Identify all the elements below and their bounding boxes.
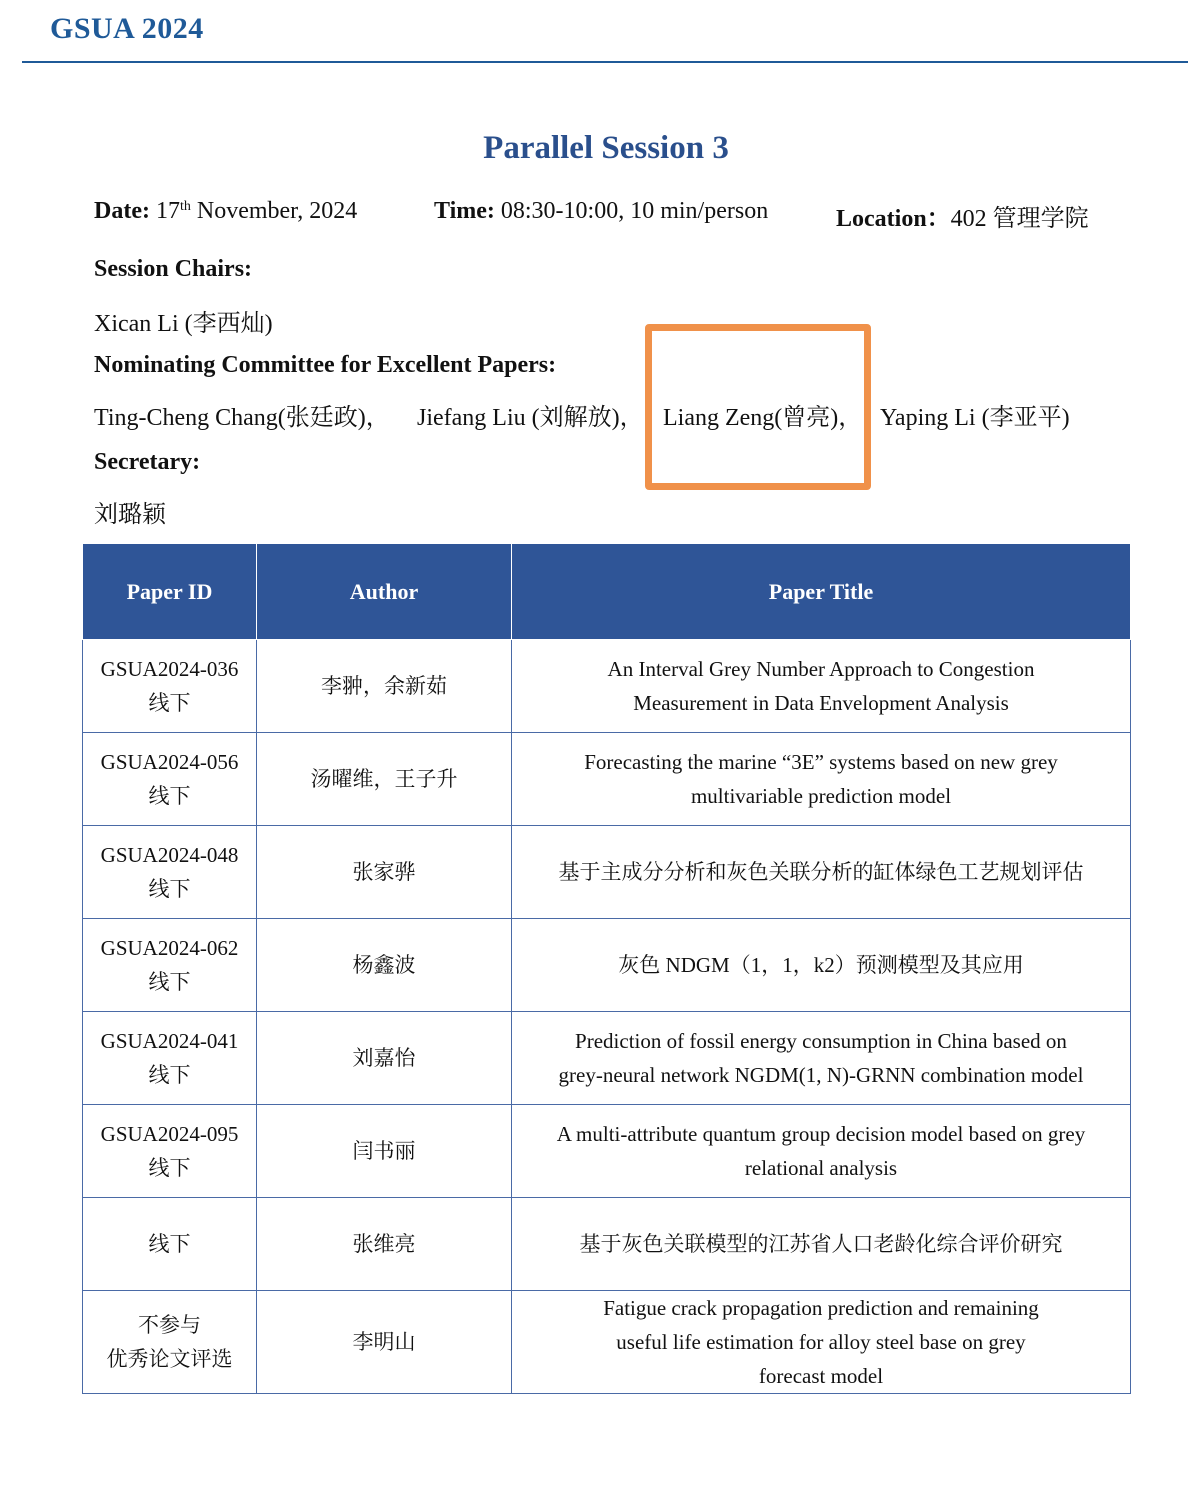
paper-mode: 线下 — [148, 970, 191, 994]
table-row — [83, 919, 1131, 1012]
date-info — [94, 198, 357, 225]
committee-member: Yaping Li (李亚平) — [880, 405, 1070, 431]
table-header-row — [83, 544, 1131, 640]
paper-mode: 线下 — [148, 691, 191, 715]
committee-member: Ting-Cheng Chang(张廷政)， — [94, 405, 390, 431]
paper-id: GSUA2024-095 — [100, 1122, 239, 1146]
author-cell: 李明山 — [257, 1291, 512, 1394]
paper-title-line: 基于主成分分析和灰色关联分析的缸体绿色工艺规划评估 — [558, 860, 1084, 884]
author-cell: 李翀，余新茹 — [257, 640, 512, 733]
author-cell: 刘嘉怡 — [257, 1012, 512, 1105]
session-chairs-label: Session Chairs: — [94, 256, 253, 282]
secretary-label: Secretary: — [94, 449, 201, 475]
session-info-line — [94, 198, 1154, 232]
paper-id-cell — [83, 640, 257, 733]
paper-title-line: An Interval Grey Number Approach to Congestion — [607, 657, 1035, 681]
paper-title-cell — [512, 640, 1131, 733]
paper-title-cell — [512, 733, 1131, 826]
paper-title-line: 灰色 NDGM（1，1，k2）预测模型及其应用 — [618, 953, 1024, 977]
paper-title-line: Forecasting the marine “3E” systems based on new grey — [584, 750, 1058, 774]
secretary-value: 刘璐颖 — [94, 502, 166, 528]
paper-id-cell — [83, 826, 257, 919]
time-info — [434, 198, 768, 225]
location-value: 402 管理学院 — [950, 206, 1089, 232]
paper-title-line: forecast model — [758, 1364, 884, 1388]
author-cell: 张家骅 — [257, 826, 512, 919]
paper-title-cell — [512, 919, 1131, 1012]
paper-title-line: Measurement in Data Envelopment Analysis — [633, 691, 1009, 715]
paper-id: GSUA2024-036 — [100, 657, 239, 681]
table-row — [83, 1198, 1131, 1291]
paper-title-line: relational analysis — [744, 1156, 898, 1180]
header-author: Author — [257, 544, 512, 640]
paper-title-line: Fatigue crack propagation prediction and remaining — [603, 1296, 1039, 1320]
paper-schedule-table — [82, 543, 1131, 1394]
location-info — [836, 198, 1089, 233]
paper-id-cell — [83, 1012, 257, 1105]
paper-title-line: A multi-attribute quantum group decision model based on grey — [556, 1122, 1086, 1146]
time-value: 08:30-10:00, 10 min/person — [500, 198, 769, 224]
paper-id-cell — [83, 1105, 257, 1198]
date-label: Date: — [94, 198, 150, 224]
paper-id: GSUA2024-041 — [100, 1029, 239, 1053]
paper-note: 优秀论文评选 — [106, 1347, 233, 1371]
paper-id-cell — [83, 1291, 257, 1394]
paper-title-cell — [512, 1291, 1131, 1394]
paper-id: GSUA2024-048 — [100, 843, 239, 867]
header-divider — [22, 61, 1188, 63]
paper-title-line: useful life estimation for alloy steel base on grey — [616, 1330, 1026, 1354]
location-label: Location： — [836, 206, 951, 232]
session-chairs-value: Xican Li (李西灿) — [94, 311, 273, 337]
paper-title-line: Prediction of fossil energy consumption in China based on — [575, 1029, 1067, 1053]
paper-title-cell — [512, 1105, 1131, 1198]
paper-title-cell — [512, 1012, 1131, 1105]
header-paper-id: Paper ID — [83, 544, 257, 640]
committee-label: Nominating Committee for Excellent Papers: — [94, 352, 557, 378]
author-cell: 杨鑫波 — [257, 919, 512, 1012]
header-brand: GSUA 2024 — [50, 12, 204, 45]
committee-members — [94, 397, 1154, 431]
time-label: Time: — [434, 198, 495, 224]
paper-note: 不参与 — [138, 1313, 201, 1337]
date-suffix: th — [179, 199, 191, 214]
committee-member: Liang Zeng(曾亮)， — [663, 405, 863, 431]
page-title: Parallel Session 3 — [483, 130, 729, 166]
paper-title-line: grey-neural network NGDM(1, N)-GRNN combination model — [558, 1063, 1084, 1087]
author-cell: 张维亮 — [257, 1198, 512, 1291]
paper-mode: 线下 — [148, 1063, 191, 1087]
paper-title-cell — [512, 826, 1131, 919]
author-cell: 汤曜维，王子升 — [257, 733, 512, 826]
paper-mode: 线下 — [148, 784, 191, 808]
paper-title-cell — [512, 1198, 1131, 1291]
date-rest: November, 2024 — [196, 198, 358, 224]
paper-id: GSUA2024-062 — [100, 936, 239, 960]
paper-id: GSUA2024-056 — [100, 750, 239, 774]
paper-title-line: multivariable prediction model — [690, 784, 952, 808]
paper-mode: 线下 — [148, 1232, 191, 1256]
table-row — [83, 1105, 1131, 1198]
highlight-box — [645, 324, 871, 490]
table-row — [83, 826, 1131, 919]
date-day: 17 — [155, 198, 180, 224]
paper-title-line: 基于灰色关联模型的江苏省人口老龄化综合评价研究 — [579, 1232, 1063, 1256]
committee-member: Jiefang Liu (刘解放)， — [417, 405, 644, 431]
paper-id-cell — [83, 919, 257, 1012]
paper-mode: 线下 — [148, 877, 191, 901]
table-row — [83, 640, 1131, 733]
header-paper-title: Paper Title — [512, 544, 1131, 640]
paper-id-cell — [83, 733, 257, 826]
paper-id-cell — [83, 1198, 257, 1291]
table-row — [83, 1012, 1131, 1105]
table-row — [83, 1291, 1131, 1394]
table-row — [83, 733, 1131, 826]
author-cell: 闫书丽 — [257, 1105, 512, 1198]
paper-mode: 线下 — [148, 1156, 191, 1180]
